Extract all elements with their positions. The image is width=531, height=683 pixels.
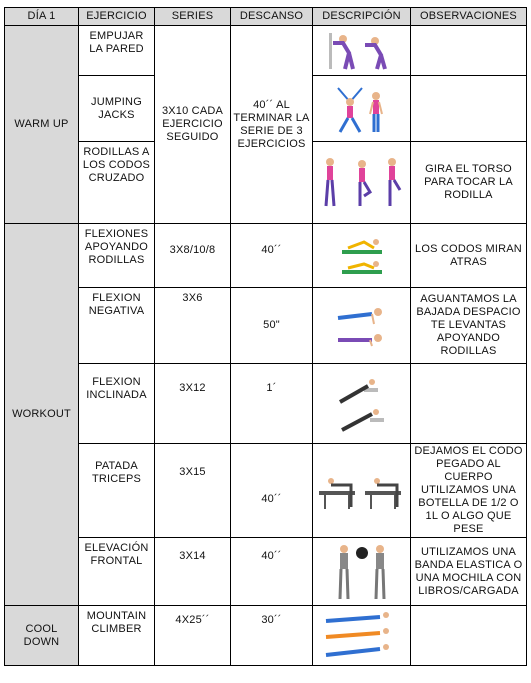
notes-cell: [411, 26, 527, 76]
wall-push-illustration: [327, 29, 397, 73]
table-row: [5, 224, 527, 288]
table-row: [5, 288, 527, 364]
notes-cell: [411, 606, 527, 666]
header-row: [5, 8, 527, 26]
rest-cell: 40´´ AL TERMINAR LA SERIE DE 3 EJERCICIOS: [231, 26, 313, 224]
phase-workout: WORKOUT: [5, 224, 79, 606]
front-raise-illustration: [326, 541, 398, 603]
series-cell: 3X14: [155, 538, 231, 606]
jumping-jacks-illustration: [330, 82, 394, 136]
table-row: [5, 26, 527, 76]
header-series: SERIES: [155, 8, 231, 26]
description-cell: [313, 142, 411, 224]
table-row: [5, 364, 527, 444]
series-cell: 3X15: [155, 444, 231, 538]
rest-cell: 40´´: [231, 224, 313, 288]
mountain-climber-illustration: [320, 609, 404, 663]
exercise-cell: JUMPING JACKS: [79, 76, 155, 142]
knee-to-elbow-illustration: [316, 154, 408, 212]
description-cell: [313, 76, 411, 142]
knee-pushup-illustration: [340, 236, 384, 276]
rest-cell: 1´: [231, 364, 313, 444]
header-day: DÍA 1: [5, 8, 79, 26]
notes-cell: [411, 364, 527, 444]
notes-cell: GIRA EL TORSO PARA TOCAR LA RODILLA: [411, 142, 527, 224]
exercise-cell: PATADA TRICEPS: [79, 444, 155, 538]
notes-cell: DEJAMOS EL CODO PEGADO AL CUERPO UTILIZAMOS UNA BOTELLA DE 1/2 O 1L O ALGO QUE PESE: [411, 444, 527, 538]
description-cell: [313, 288, 411, 364]
triceps-kickback-illustration: [317, 471, 407, 511]
incline-pushup-illustration: [334, 374, 390, 434]
exercise-cell: MOUNTAIN CLIMBER: [79, 606, 155, 666]
rest-cell: 40´´: [231, 444, 313, 538]
exercise-cell: FLEXION INCLINADA: [79, 364, 155, 444]
description-cell: [313, 224, 411, 288]
series-cell: 3X12: [155, 364, 231, 444]
rest-cell: 30´´: [231, 606, 313, 666]
description-cell: [313, 538, 411, 606]
header-rest: DESCANSO: [231, 8, 313, 26]
table-row: [5, 444, 527, 538]
notes-cell: AGUANTAMOS LA BAJADA DESPACIO TE LEVANTAS APOYANDO RODILLAS: [411, 288, 527, 364]
phase-warmup: WARM UP: [5, 26, 79, 224]
description-cell: [313, 26, 411, 76]
exercise-cell: EMPUJAR LA PARED: [79, 26, 155, 76]
notes-cell: [411, 76, 527, 142]
rest-cell: 40´´: [231, 538, 313, 606]
series-cell: 4X25´´: [155, 606, 231, 666]
notes-cell: UTILIZAMOS UNA BANDA ELASTICA O UNA MOCHILA CON LIBROS/CARGADA: [411, 538, 527, 606]
exercise-cell: RODILLAS A LOS CODOS CRUZADO: [79, 142, 155, 224]
series-cell: 3X6: [155, 288, 231, 364]
header-description: DESCRIPCIÓN: [313, 8, 411, 26]
header-exercise: EJERCICIO: [79, 8, 155, 26]
series-cell: 3X10 CADA EJERCICIO SEGUIDO: [155, 26, 231, 224]
description-cell: [313, 364, 411, 444]
description-cell: [313, 606, 411, 666]
notes-cell: LOS CODOS MIRAN ATRAS: [411, 224, 527, 288]
table-row: [5, 538, 527, 606]
exercise-cell: ELEVACIÓN FRONTAL: [79, 538, 155, 606]
rest-cell: 50": [231, 288, 313, 364]
exercise-cell: FLEXIONES APOYANDO RODILLAS: [79, 224, 155, 288]
table-row: [5, 606, 527, 666]
exercise-cell: FLEXION NEGATIVA: [79, 288, 155, 364]
header-notes: OBSERVACIONES: [411, 8, 527, 26]
phase-cooldown: COOL DOWN: [5, 606, 79, 666]
workout-table: [4, 7, 527, 666]
negative-pushup-illustration: [332, 300, 392, 352]
series-cell: 3X8/10/8: [155, 224, 231, 288]
description-cell: [313, 444, 411, 538]
